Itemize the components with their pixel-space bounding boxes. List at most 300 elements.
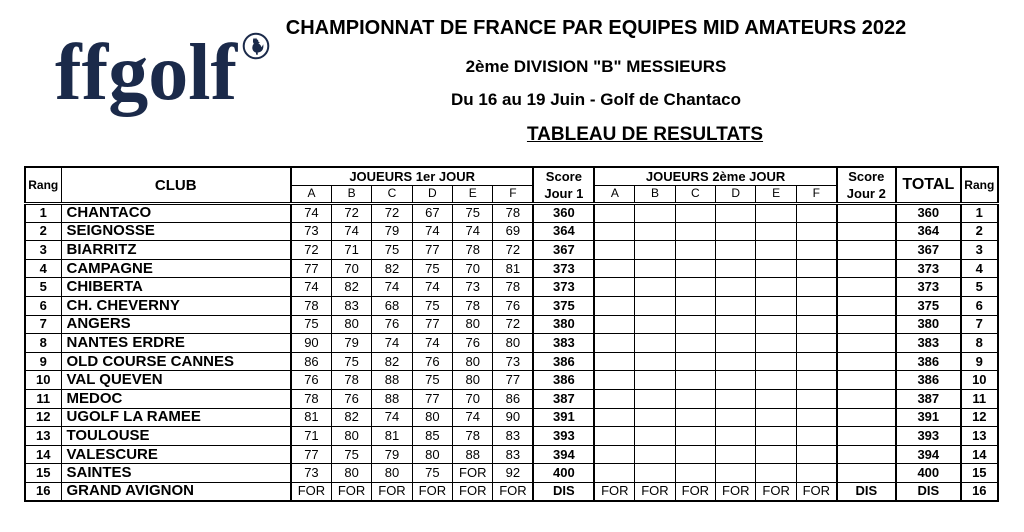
day1-player-score-cell: 73 [291,222,331,241]
rank-cell: 2 [25,222,61,241]
day1-player-score-cell: 80 [412,445,452,464]
day2-player-score-cell [635,445,675,464]
rank-cell: 3 [25,241,61,260]
header-row-top [25,167,998,185]
day1-player-score-cell: 83 [331,296,371,315]
day2-player-score-cell [796,241,836,260]
rank-cell: 8 [25,334,61,353]
day1-slot-a-header: A [291,185,331,203]
day1-score-cell: 360 [533,204,594,223]
day2-score-cell [837,352,896,371]
day2-player-score-cell [756,259,796,278]
day2-player-score-cell [756,222,796,241]
total-cell: 373 [896,278,961,297]
day1-player-score-cell: 77 [291,259,331,278]
day1-player-score-cell: 80 [331,427,371,446]
day1-player-score-cell: 82 [372,352,412,371]
day2-player-score-cell [675,445,715,464]
day2-players-header: JOUEURS 2ème JOUR [594,167,836,185]
day2-player-score-cell [675,464,715,483]
day2-player-score-cell [716,204,756,223]
day1-player-score-cell: 73 [291,464,331,483]
day1-player-score-cell: 74 [291,204,331,223]
day2-player-score-cell [716,464,756,483]
day2-player-score-cell: FOR [756,482,796,501]
rank-right-cell: 10 [961,371,998,390]
day1-player-score-cell: 67 [412,204,452,223]
total-cell: 387 [896,389,961,408]
rank-right-cell: 14 [961,445,998,464]
day1-score-cell: 367 [533,241,594,260]
day1-slot-f-header: F [493,185,533,203]
day2-score-cell [837,334,896,353]
club-cell: CHIBERTA [61,278,291,297]
day1-player-score-cell: 70 [453,259,493,278]
rank-right-cell: 1 [961,204,998,223]
day1-player-score-cell: 80 [372,464,412,483]
day2-player-score-cell [716,445,756,464]
club-cell: CAMPAGNE [61,259,291,278]
day2-player-score-cell [675,371,715,390]
day1-player-score-cell: 78 [291,296,331,315]
day2-player-score-cell [796,315,836,334]
day2-player-score-cell [675,427,715,446]
results-body [25,204,998,502]
day1-player-score-cell: 71 [331,241,371,260]
day1-player-score-cell: 86 [291,352,331,371]
total-cell: 400 [896,464,961,483]
day2-player-score-cell [796,222,836,241]
club-cell: GRAND AVIGNON [61,482,291,501]
day2-player-score-cell [796,464,836,483]
day2-player-score-cell [635,334,675,353]
day1-player-score-cell: 83 [493,427,533,446]
day1-score-cell: 380 [533,315,594,334]
day2-score-cell [837,259,896,278]
total-cell: 367 [896,241,961,260]
day2-player-score-cell [594,371,634,390]
rank-cell: 6 [25,296,61,315]
day2-player-score-cell [716,352,756,371]
day1-player-score-cell: 73 [453,278,493,297]
day2-player-score-cell [796,352,836,371]
total-cell: DIS [896,482,961,501]
club-cell: SEIGNOSSE [61,222,291,241]
day1-player-score-cell: 90 [291,334,331,353]
day1-player-score-cell: 77 [412,389,452,408]
day1-player-score-cell: 85 [412,427,452,446]
day2-player-score-cell [796,334,836,353]
table-row [25,222,998,241]
championship-title: CHAMPIONNAT DE FRANCE PAR EQUIPES MID AMATEURS 2022 [285,17,907,39]
day2-player-score-cell [796,427,836,446]
day1-player-score-cell: 70 [331,259,371,278]
day2-player-score-cell [756,464,796,483]
day2-player-score-cell [594,259,634,278]
day1-player-score-cell: 72 [331,204,371,223]
total-cell: 394 [896,445,961,464]
club-cell: TOULOUSE [61,427,291,446]
day1-slot-c-header: C [372,185,412,203]
club-cell: CH. CHEVERNY [61,296,291,315]
day1-player-score-cell: 76 [493,296,533,315]
section-title: TABLEAU DE RESULTATS [526,124,764,145]
day2-player-score-cell [675,222,715,241]
rank-cell: 10 [25,371,61,390]
day1-player-score-cell: FOR [453,482,493,501]
day2-player-score-cell [675,204,715,223]
rank-right-cell: 8 [961,334,998,353]
day2-player-score-cell [594,222,634,241]
club-cell: CHANTACO [61,204,291,223]
day1-player-score-cell: 78 [493,204,533,223]
day1-score-cell: 386 [533,371,594,390]
day1-player-score-cell: 80 [331,464,371,483]
day1-score-cell: 400 [533,464,594,483]
day1-slot-e-header: E [453,185,493,203]
day2-slot-d-header: D [716,185,756,203]
day2-player-score-cell: FOR [635,482,675,501]
club-cell: NANTES ERDRE [61,334,291,353]
day1-player-score-cell: 74 [372,334,412,353]
day1-score-header-line2: Jour 1 [544,186,584,201]
rank-right-cell: 16 [961,482,998,501]
rank-cell: 7 [25,315,61,334]
day1-score-header [533,167,594,204]
day1-score-header-line1: Score [545,169,582,184]
event-dates: Du 16 au 19 Juin - Golf de Chantaco [451,90,741,109]
rank-right-cell: 15 [961,464,998,483]
day1-player-score-cell: 78 [493,278,533,297]
rank-right-cell: 2 [961,222,998,241]
day2-player-score-cell [594,204,634,223]
day1-player-score-cell: 77 [291,445,331,464]
day1-player-score-cell: 76 [412,352,452,371]
day2-player-score-cell [675,278,715,297]
total-cell: 373 [896,259,961,278]
day2-player-score-cell [756,296,796,315]
day2-player-score-cell [594,352,634,371]
table-row [25,371,998,390]
table-row [25,241,998,260]
day2-player-score-cell [796,408,836,427]
day1-player-score-cell: 80 [331,315,371,334]
day2-player-score-cell [594,334,634,353]
day2-player-score-cell [594,408,634,427]
division-subtitle: 2ème DIVISION "B" MESSIEURS [465,57,727,76]
day1-player-score-cell: 74 [372,408,412,427]
day1-slot-b-header: B [331,185,371,203]
day2-player-score-cell [594,296,634,315]
day1-player-score-cell: 92 [493,464,533,483]
day1-player-score-cell: 76 [331,389,371,408]
day1-player-score-cell: 79 [372,445,412,464]
club-cell: MEDOC [61,389,291,408]
day2-player-score-cell [796,278,836,297]
day1-player-score-cell: 75 [412,464,452,483]
day2-player-score-cell [756,315,796,334]
total-cell: 386 [896,352,961,371]
day1-score-cell: 393 [533,427,594,446]
day1-player-score-cell: FOR [331,482,371,501]
day1-player-score-cell: 76 [453,334,493,353]
day2-player-score-cell [716,427,756,446]
day1-player-score-cell: FOR [291,482,331,501]
day1-score-cell: 387 [533,389,594,408]
day2-player-score-cell: FOR [675,482,715,501]
day1-player-score-cell: 72 [493,241,533,260]
day1-player-score-cell: 77 [493,371,533,390]
table-row [25,278,998,297]
rank-right-cell: 13 [961,427,998,446]
table-row [25,204,998,223]
day1-player-score-cell: 88 [372,371,412,390]
day1-player-score-cell: 73 [493,352,533,371]
day2-player-score-cell [716,371,756,390]
day2-player-score-cell [635,259,675,278]
day1-player-score-cell: 72 [493,315,533,334]
day2-player-score-cell [675,241,715,260]
day1-player-score-cell: 78 [453,427,493,446]
day2-player-score-cell [635,464,675,483]
day2-player-score-cell [675,352,715,371]
day1-player-score-cell: 74 [412,278,452,297]
rank-right-cell: 12 [961,408,998,427]
day1-player-score-cell: 74 [331,222,371,241]
total-cell: 386 [896,371,961,390]
day2-player-score-cell: FOR [796,482,836,501]
day2-player-score-cell [716,315,756,334]
rank-cell: 9 [25,352,61,371]
day2-player-score-cell [675,389,715,408]
day2-player-score-cell [635,352,675,371]
rank-cell: 15 [25,464,61,483]
day1-player-score-cell: 80 [453,352,493,371]
day2-player-score-cell [796,296,836,315]
day2-player-score-cell [796,445,836,464]
day2-score-header [837,167,896,204]
day1-player-score-cell: 81 [372,427,412,446]
day2-player-score-cell [716,241,756,260]
day1-player-score-cell: 74 [291,278,331,297]
day2-player-score-cell [594,427,634,446]
day1-player-score-cell: 83 [493,445,533,464]
day1-player-score-cell: 76 [291,371,331,390]
day1-player-score-cell: 75 [453,204,493,223]
day2-player-score-cell [635,315,675,334]
table-row [25,408,998,427]
day2-player-score-cell [756,445,796,464]
rank-right-cell: 7 [961,315,998,334]
day1-player-score-cell: 75 [331,445,371,464]
day2-slot-b-header: B [635,185,675,203]
day2-player-score-cell [756,371,796,390]
day2-player-score-cell [594,445,634,464]
day2-player-score-cell [756,241,796,260]
day1-player-score-cell: FOR [372,482,412,501]
day1-player-score-cell: 69 [493,222,533,241]
day2-player-score-cell [675,334,715,353]
day2-player-score-cell [635,371,675,390]
day1-players-header: JOUEURS 1er JOUR [291,167,533,185]
day2-score-cell [837,296,896,315]
day1-score-cell: 364 [533,222,594,241]
day1-score-cell: DIS [533,482,594,501]
day2-player-score-cell [716,259,756,278]
day2-player-score-cell [675,259,715,278]
rank-cell: 12 [25,408,61,427]
rank-right-cell: 11 [961,389,998,408]
day2-score-cell [837,278,896,297]
total-cell: 360 [896,204,961,223]
day1-player-score-cell: FOR [453,464,493,483]
day2-player-score-cell: FOR [594,482,634,501]
day2-player-score-cell [675,296,715,315]
day1-player-score-cell: 74 [453,222,493,241]
table-row [25,334,998,353]
day2-player-score-cell [594,315,634,334]
total-cell: 375 [896,296,961,315]
day2-player-score-cell [594,464,634,483]
day1-player-score-cell: 74 [412,334,452,353]
day2-player-score-cell: FOR [716,482,756,501]
day2-player-score-cell [796,204,836,223]
day2-player-score-cell [635,427,675,446]
day2-score-cell [837,445,896,464]
day1-player-score-cell: 79 [331,334,371,353]
rank-cell: 1 [25,204,61,223]
day2-slot-f-header: F [796,185,836,203]
day1-player-score-cell: 70 [453,389,493,408]
day2-player-score-cell [756,408,796,427]
day2-player-score-cell [716,222,756,241]
rank-right-cell: 6 [961,296,998,315]
day1-player-score-cell: 90 [493,408,533,427]
day2-player-score-cell [594,389,634,408]
day1-player-score-cell: 68 [372,296,412,315]
rank-right-cell: 3 [961,241,998,260]
rank-right-cell: 4 [961,259,998,278]
day1-player-score-cell: 72 [372,204,412,223]
day2-player-score-cell [796,371,836,390]
day2-player-score-cell [635,408,675,427]
day2-player-score-cell [756,278,796,297]
total-cell: 364 [896,222,961,241]
rank-right-header: Rang [961,167,998,204]
day1-player-score-cell: 82 [331,278,371,297]
day1-player-score-cell: 75 [412,259,452,278]
day1-player-score-cell: 74 [453,408,493,427]
table-row [25,296,998,315]
day2-player-score-cell [675,315,715,334]
day1-score-cell: 391 [533,408,594,427]
day2-player-score-cell [594,241,634,260]
day2-score-cell [837,204,896,223]
day2-player-score-cell [635,389,675,408]
day2-player-score-cell [756,427,796,446]
club-cell: UGOLF LA RAMEE [61,408,291,427]
day1-player-score-cell: 80 [453,315,493,334]
day1-score-cell: 383 [533,334,594,353]
day2-player-score-cell [635,204,675,223]
day2-score-cell [837,389,896,408]
day2-score-header-line1: Score [848,169,885,184]
day2-score-header-line2: Jour 2 [846,186,886,201]
rank-cell: 5 [25,278,61,297]
day1-player-score-cell: 75 [372,241,412,260]
day2-slot-c-header: C [675,185,715,203]
day1-player-score-cell: FOR [493,482,533,501]
day2-player-score-cell [635,278,675,297]
ffgolf-logo-text: ffgolf [55,29,238,117]
day1-player-score-cell: 74 [372,278,412,297]
day1-score-cell: 375 [533,296,594,315]
table-row [25,259,998,278]
day2-slot-e-header: E [756,185,796,203]
rank-cell: 16 [25,482,61,501]
day1-player-score-cell: 72 [291,241,331,260]
day2-player-score-cell [716,389,756,408]
table-row [25,427,998,446]
total-cell: 393 [896,427,961,446]
day2-player-score-cell [756,389,796,408]
day2-player-score-cell [716,334,756,353]
club-cell: BIARRITZ [61,241,291,260]
rank-cell: 13 [25,427,61,446]
day1-player-score-cell: FOR [412,482,452,501]
total-header: TOTAL [896,167,961,204]
day1-slot-d-header: D [412,185,452,203]
day1-player-score-cell: 80 [453,371,493,390]
table-row [25,315,998,334]
day2-player-score-cell [635,241,675,260]
table-row [25,464,998,483]
day2-score-cell [837,241,896,260]
day1-player-score-cell: 78 [331,371,371,390]
total-cell: 380 [896,315,961,334]
table-row [25,389,998,408]
day1-player-score-cell: 88 [453,445,493,464]
table-row [25,445,998,464]
day1-player-score-cell: 80 [412,408,452,427]
day1-player-score-cell: 77 [412,241,452,260]
day2-player-score-cell [756,334,796,353]
club-header: CLUB [61,167,291,204]
day1-player-score-cell: 82 [372,259,412,278]
day1-player-score-cell: 74 [412,222,452,241]
day1-player-score-cell: 71 [291,427,331,446]
day1-player-score-cell: 79 [372,222,412,241]
day1-player-score-cell: 82 [331,408,371,427]
rank-cell: 14 [25,445,61,464]
day2-score-cell: DIS [837,482,896,501]
day2-player-score-cell [716,296,756,315]
day2-score-cell [837,427,896,446]
table-row [25,482,998,501]
rank-cell: 4 [25,259,61,278]
total-cell: 383 [896,334,961,353]
rank-right-cell: 9 [961,352,998,371]
table-row [25,352,998,371]
day1-score-cell: 394 [533,445,594,464]
day2-player-score-cell [635,296,675,315]
club-cell: ANGERS [61,315,291,334]
day2-score-cell [837,464,896,483]
day1-score-cell: 386 [533,352,594,371]
day2-player-score-cell [756,352,796,371]
day2-player-score-cell [796,389,836,408]
day2-score-cell [837,222,896,241]
